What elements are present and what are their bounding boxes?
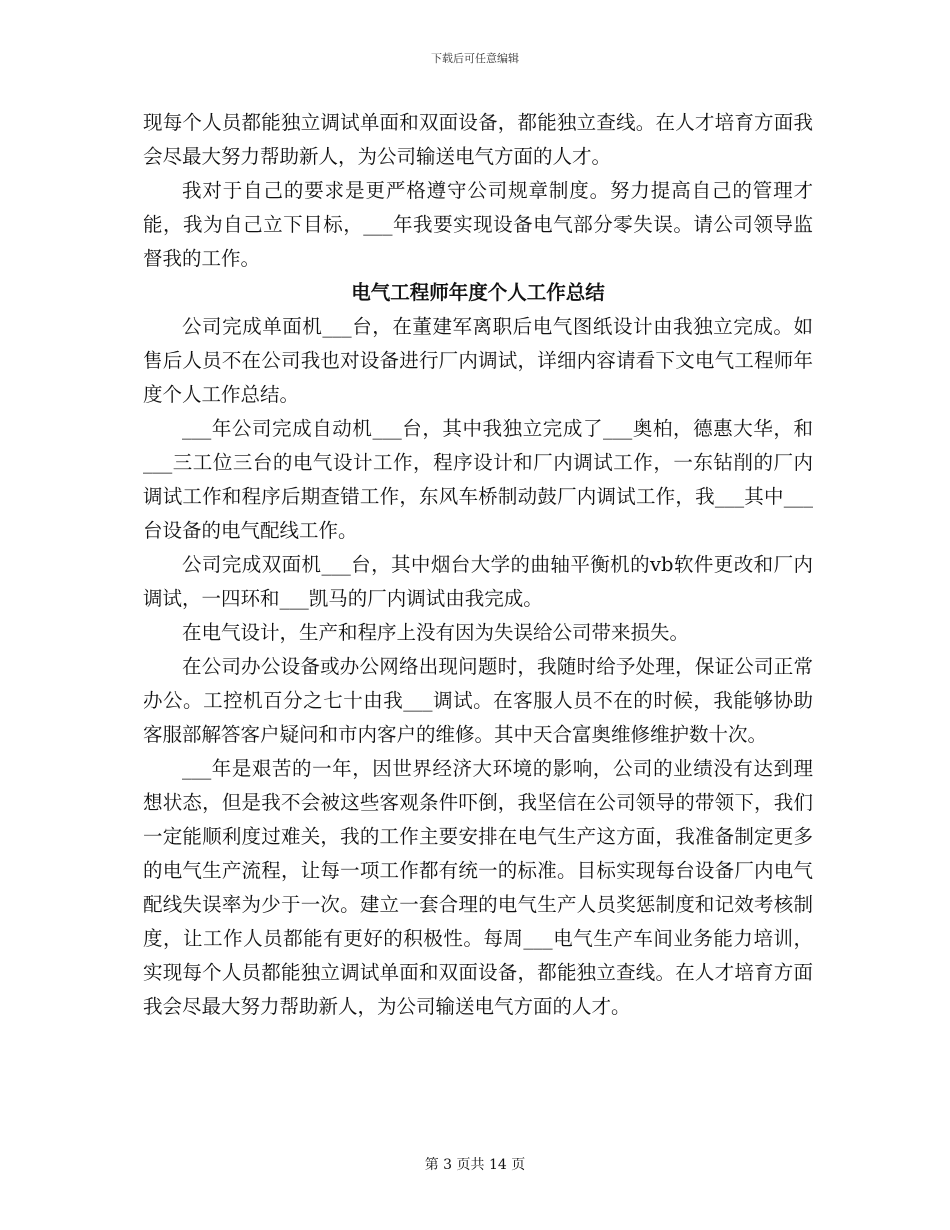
page-footer: 第 3 页共 14 页 bbox=[424, 1157, 526, 1173]
document-body bbox=[143, 106, 813, 1024]
paragraph-no-losses: 在电气设计，生产和程序上没有因为失误给公司带来损失。 bbox=[182, 621, 690, 644]
paragraph-office-support: 在公司办公设备或办公网络出现问题时，我随时给予处理，保证公司正常办公。工控机百分之七十由我___调试。在客服人员不在的时候，我能够协助客服部解答客户疑问和市内客户的维修。其中天合富奥维修维护数十次。 bbox=[143, 655, 813, 746]
page-header: 下载后可任意编辑 bbox=[431, 52, 519, 65]
paragraph-continuation: 现每个人员都能独立调试单面和双面设备，都能独立查线。在人才培育方面我会尽最大努力帮助新人，为公司输送电气方面的人才。 bbox=[143, 111, 813, 168]
paragraph-self-requirements: 我对于自己的要求是更严格遵守公司规章制度。努力提高自己的管理才能，我为自己立下目标，___年我要实现设备电气部分零失误。请公司领导监督我的工作。 bbox=[143, 179, 813, 270]
section-title: 电气工程师年度个人工作总结 bbox=[351, 281, 605, 304]
paragraph-single-machines: 公司完成单面机___台，在董建军离职后电气图纸设计由我独立完成。如售后人员不在公司我也对设备进行厂内调试，详细内容请看下文电气工程师年度个人工作总结。 bbox=[143, 315, 813, 406]
paragraph-double-machines: 公司完成双面机___台，其中烟台大学的曲轴平衡机的vb软件更改和厂内调试，一四环和___凯马的厂内调试由我完成。 bbox=[143, 553, 813, 610]
paragraph-plans: ___年是艰苦的一年，因世界经济大环境的影响，公司的业绩没有达到理想状态，但是我不会被这些客观条件吓倒，我坚信在公司领导的带领下，我们一定能顺利度过难关，我的工作主要安排在电气生产这方面，我准备制定更多的电气生产流程，让每一项工作都有统一的标准。目标实现每台设备厂内电气配线失误率为少于一次。建立一套合理的电气生产人员奖惩制度和记效考核制度，让工作人员都能有更好的积极性。每周___电气生产车间业务能力培训，实现每个人员都能独立调试单面和双面设备，都能独立查线。在人才培育方面我会尽最大努力帮助新人，为公司输送电气方面的人才。 bbox=[143, 757, 813, 1018]
paragraph-automatic-machines: ___年公司完成自动机___台，其中我独立完成了___奥柏，德惠大华，和___三工位三台的电气设计工作，程序设计和厂内调试工作，一东钻削的厂内调试工作和程序后期查错工作，东风车桥制动鼓厂内调试工作，我___其中___台设备的电气配线工作。 bbox=[143, 417, 813, 542]
